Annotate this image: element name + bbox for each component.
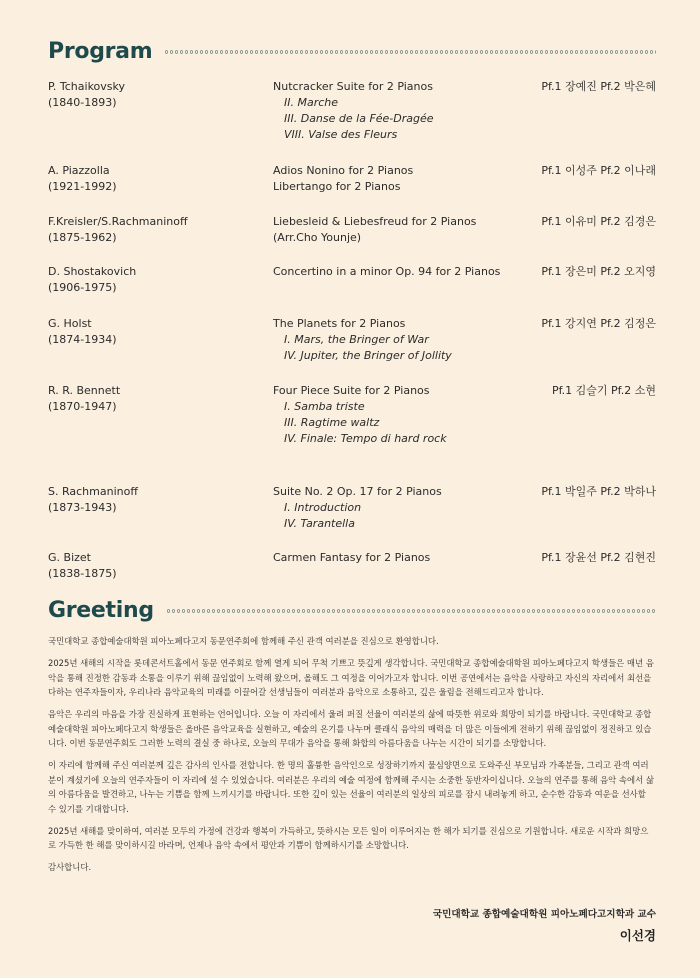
composer-years: (1840-1893) — [48, 96, 117, 109]
signature-name: 이선경 — [619, 928, 656, 943]
work — [273, 484, 543, 532]
composer-name: S. Rachmaninoff — [48, 485, 138, 498]
composer-name: G. Holst — [48, 317, 92, 330]
work — [273, 79, 543, 143]
performers: Pf.1 이성주 Pf.2 이나래 — [541, 164, 656, 177]
composer-name: P. Tchaikovsky — [48, 80, 126, 93]
composer-years: (1875-1962) — [48, 231, 117, 244]
work-title: Nutcracker Suite for 2 Pianos — [273, 80, 433, 93]
greeting-paragraph: 음악은 우리의 마음을 가장 진실하게 표현하는 언어입니다. 오늘 이 자리에서 울려 퍼질 선율이 여러분의 삶에 따뜻한 위로와 희망이 되기를 바랍니다. 국민대학교 종합예술대학원 피아노페다고지 학생들은 올바른 음악교육을 실현하고, 예술의 온기를 나누며 클래식 음악의 매력을 더 많은 이들에게 전하기 위해 끊임없이 정진하고 있습니다. 이번 동문연주회도 그러한 노력의 결실 중 하나로, 오늘의 무대가 음악을 통해 화합의 아름다움을 나누는 시간이 되기를 소망합니다. — [48, 709, 652, 748]
composer-name: F.Kreisler/S.Rachmaninoff — [48, 215, 188, 228]
movement: IV. Tarantella — [284, 517, 355, 530]
work — [273, 383, 543, 447]
work — [273, 163, 543, 195]
greeting-paragraph: 2025년 새해를 맞이하여, 여러분 모두의 가정에 건강과 행복이 가득하고, 뜻하시는 모든 일이 이루어지는 한 해가 되기를 진심으로 기원합니다. 새로운 시작과 희망으로 가득한 한 해를 맞이하시길 바라며, 언제나 음악 속에서 평안과 기쁨이 함께하시기를 소망합니다. — [48, 825, 649, 850]
composer — [48, 316, 268, 348]
composer — [48, 383, 268, 415]
work-title: Carmen Fantasy for 2 Pianos — [273, 551, 431, 564]
composer-years: (1873-1943) — [48, 501, 117, 514]
composer-name: D. Shostakovich — [48, 265, 137, 278]
decorative-rule — [166, 609, 656, 613]
composer — [48, 214, 268, 246]
composer-name: G. Bizet — [48, 551, 91, 564]
performers: Pf.1 김슬기 Pf.2 소현 — [551, 384, 656, 397]
composer-name: R. R. Bennett — [48, 384, 121, 397]
decorative-rule — [164, 50, 656, 54]
composer — [48, 264, 268, 296]
greeting-paragraph: 2025년 새해의 시작을 롯데콘서트홀에서 동문 연주회로 함께 열게 되어 무척 기쁘고 뜻깊게 생각합니다. 국민대학교 종합예술대학원 피아노페다고지 학생들은 매년 음악을 통해 진정한 감동과 소통을 이루기 위해 끊임없이 노력해 왔으며, 올해도 그 여정을 이어가고자 합니다. 이번 공연에서는 음악을 사랑하고 자신의 자리에서 최선을 다하는 연주자들이자, 우리나라 음악교육의 미래를 이끌어갈 선생님들이 여러분과 음악으로 소통하고, 깊은 울림을 전해드리고자 합니다. — [48, 658, 654, 697]
greeting-closing: 감사합니다. — [48, 862, 92, 872]
work-title: Four Piece Suite for 2 Pianos — [273, 384, 430, 397]
signature-affiliation: 국민대학교 종합예술대학원 피아노페다고지학과 교수 — [432, 909, 656, 920]
composer — [48, 484, 268, 516]
composer-years: (1906-1975) — [48, 281, 117, 294]
movement: I. Introduction — [284, 501, 362, 514]
program-header — [48, 37, 656, 65]
work-title: Liebesleid & Liebesfreud for 2 Pianos — [273, 215, 477, 228]
composer-years: (1870-1947) — [48, 400, 117, 413]
composer — [48, 550, 268, 582]
work-title: The Planets for 2 Pianos — [273, 317, 406, 330]
work-title-2: Libertango for 2 Pianos — [273, 180, 401, 193]
composer — [48, 79, 268, 111]
composer — [48, 163, 268, 195]
movement: III. Danse de la Fée-Dragée — [284, 112, 434, 125]
work-title: Concertino in a minor Op. 94 for 2 Pianos — [273, 265, 501, 278]
performers: Pf.1 이유미 Pf.2 김경은 — [541, 215, 656, 228]
composer-years: (1874-1934) — [48, 333, 117, 346]
movement: VIII. Valse des Fleurs — [284, 128, 398, 141]
movement: I. Samba triste — [284, 400, 365, 413]
work — [273, 550, 543, 566]
movement: III. Ragtime waltz — [284, 416, 380, 429]
movement: IV. Jupiter, the Bringer of Jollity — [284, 349, 452, 362]
greeting-title: Greeting — [48, 597, 154, 623]
performers: Pf.1 장윤선 Pf.2 김현진 — [541, 551, 656, 564]
arranger: (Arr.Cho Younje) — [273, 231, 362, 244]
greeting-paragraph: 국민대학교 종합예술대학원 피아노페다고지 동문연주회에 함께해 주신 관객 여러분을 진심으로 환영합니다. — [48, 636, 439, 646]
greeting-body — [48, 634, 656, 882]
performers: Pf.1 장예진 Pf.2 박은혜 — [541, 80, 656, 93]
work-title: Adios Nonino for 2 Pianos — [273, 164, 414, 177]
composer-name: A. Piazzolla — [48, 164, 110, 177]
greeting-header — [48, 596, 656, 624]
composer-years: (1921-1992) — [48, 180, 117, 193]
work — [273, 316, 543, 364]
program-title: Program — [48, 38, 153, 64]
performers: Pf.1 장은미 Pf.2 오지영 — [541, 265, 656, 278]
greeting-paragraph: 이 자리에 함께해 주신 여러분께 깊은 감사의 인사를 전합니다. 한 명의 훌륭한 음악인으로 성장하기까지 물심양면으로 도와주신 부모님과 가족분들, 그리고 관객 여러분이 계셨기에 오늘의 연주자들이 이 자리에 설 수 있었습니다. 여러분은 우리의 예술 여정에 함께해 주시는 소중한 동반자이십니다. 오늘의 연주를 통해 음악 속에서 삶의 아름다움을 발견하고, 나누는 기쁨을 함께 느끼시기를 바랍니다. 또한 깊이 있는 선율이 여러분의 일상의 피로를 잠시 내려놓게 하고, 순수한 감동과 여운을 선사할 수 있기를 기대합니다. — [48, 760, 654, 814]
movement: IV. Finale: Tempo di hard rock — [284, 432, 447, 445]
performers: Pf.1 박일주 Pf.2 박하나 — [541, 485, 656, 498]
composer-years: (1838-1875) — [48, 567, 117, 580]
movement: I. Mars, the Bringer of War — [284, 333, 429, 346]
work-title: Suite No. 2 Op. 17 for 2 Pianos — [273, 485, 442, 498]
performers: Pf.1 강지연 Pf.2 김정은 — [541, 317, 656, 330]
work — [273, 214, 543, 246]
movement: II. Marche — [284, 96, 339, 109]
work — [273, 264, 543, 280]
